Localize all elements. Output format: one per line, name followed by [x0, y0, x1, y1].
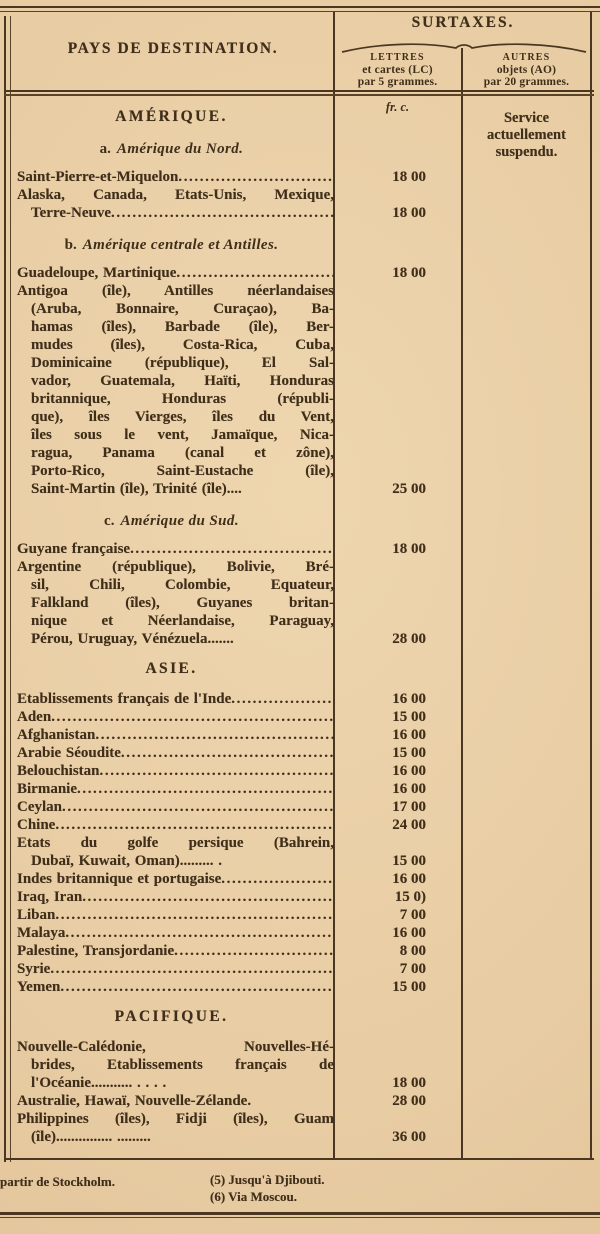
table-row — [9, 762, 462, 780]
dot-leader — [95, 726, 334, 744]
footer-rule-thick — [0, 1212, 600, 1215]
service-note-line3: suspendu. — [495, 144, 558, 160]
country-cell — [9, 558, 334, 648]
price-cell: 15 00 — [392, 745, 426, 761]
country-line: britannique, Honduras (républi- — [31, 391, 334, 407]
country-text: Belouchistan — [17, 763, 100, 779]
country-cell — [9, 978, 334, 996]
country-line: Dubaï, Kuwait, Oman)......... . — [31, 853, 222, 869]
country-line: Etats du golfe persique (Bahrein, — [17, 835, 334, 851]
lettres-line3: par 5 grammes. — [357, 76, 438, 88]
dot-leader — [100, 762, 334, 780]
country-line — [9, 708, 334, 726]
price-cell: 16 00 — [392, 925, 426, 941]
country-line — [9, 816, 334, 834]
price-cell: 15 00 — [392, 979, 426, 995]
subsection-heading — [9, 236, 334, 254]
section-heading: ASIE. — [145, 660, 198, 677]
section-heading: AMÉRIQUE. — [115, 108, 228, 125]
country-line: Australie, Hawaï, Nouvelle-Zélande. — [17, 1093, 252, 1109]
country-text: Arabie Séoudite — [17, 745, 121, 761]
price-cell: 25 00 — [392, 481, 426, 497]
price-cell: 17 00 — [392, 799, 426, 815]
country-line — [9, 762, 334, 780]
dot-leader — [221, 870, 334, 888]
table-row — [9, 798, 462, 816]
dot-leader — [174, 942, 334, 960]
country-text: Birmanie — [17, 781, 77, 797]
country-cell — [9, 1110, 334, 1146]
header-rule-thick — [4, 90, 594, 92]
top-rule-thick — [0, 6, 600, 8]
service-note-line2: actuellement — [487, 127, 566, 143]
table-row — [9, 834, 462, 870]
header-rule-thin — [4, 94, 594, 96]
country-cell — [9, 906, 334, 924]
country-cell — [9, 540, 334, 558]
table-row — [9, 708, 462, 726]
country-line — [9, 960, 334, 978]
dot-leader — [231, 690, 334, 708]
service-note-line1: Service — [503, 110, 550, 126]
country-line: îles sous le vent, Jamaïque, Nica- — [31, 427, 334, 443]
country-cell — [9, 726, 334, 744]
country-text: Guyane française — [17, 541, 131, 557]
table-row — [9, 690, 462, 708]
column-header-surtaxes: SURTAXES. — [411, 14, 515, 31]
country-cell — [9, 834, 334, 870]
lettres-line1: LETTRES — [370, 52, 425, 63]
price-cell: 15 0) — [394, 889, 426, 905]
table-row — [9, 186, 462, 222]
service-suspended-note — [462, 110, 591, 161]
price-cell: 16 00 — [392, 691, 426, 707]
dot-leader — [178, 168, 334, 186]
table-row — [9, 1110, 462, 1146]
dot-leader — [176, 264, 334, 282]
dot-leader — [82, 888, 334, 906]
price-cell: 15 00 — [392, 853, 426, 869]
country-line — [9, 204, 334, 222]
price-cell: 16 00 — [392, 727, 426, 743]
country-cell — [9, 264, 334, 282]
price-cell: 8 00 — [399, 943, 426, 959]
country-line: ragua, Panama (canal et zône), — [31, 445, 334, 461]
dot-leader — [65, 924, 334, 942]
country-cell — [9, 744, 334, 762]
price-cell: 18 00 — [392, 205, 426, 221]
price-cell: 7 00 — [399, 907, 426, 923]
country-line — [9, 780, 334, 798]
country-cell — [9, 1092, 334, 1110]
price-cell: 28 00 — [392, 631, 426, 647]
subsection-title: Amérique centrale et Antilles. — [82, 237, 279, 253]
country-line: Alaska, Canada, Etats-Unis, Mexique, — [17, 187, 334, 203]
country-line: Pérou, Uruguay, Vénézuela....... — [31, 631, 234, 647]
country-line: nique et Néerlandaise, Paraguay, — [31, 613, 334, 629]
table-row — [9, 870, 462, 888]
country-cell — [9, 708, 334, 726]
price-cell: 24 00 — [392, 817, 426, 833]
country-line: (île)............... ......... — [31, 1129, 151, 1145]
country-cell — [9, 924, 334, 942]
autres-line1: AUTRES — [502, 52, 551, 63]
country-line: Porto-Rico, Saint-Eustache (île), — [31, 463, 334, 479]
dot-leader — [77, 780, 334, 798]
dot-leader — [60, 978, 334, 996]
country-text: Syrie — [17, 961, 51, 977]
country-line — [9, 168, 334, 186]
country-line — [9, 924, 334, 942]
country-text: Iraq, Iran — [17, 889, 83, 905]
country-line — [9, 942, 334, 960]
country-line — [9, 264, 334, 282]
country-line — [9, 888, 334, 906]
country-line: vador, Guatemala, Haïti, Honduras — [31, 373, 334, 389]
country-line: Nouvelle-Calédonie, Nouvelles-Hé- — [17, 1039, 334, 1055]
country-line — [9, 690, 334, 708]
country-line — [9, 744, 334, 762]
table-row — [9, 264, 462, 282]
country-text: Malaya — [17, 925, 66, 941]
country-line: Dominicaine (république), El Sal- — [31, 355, 334, 371]
currency-unit-label: fr. c. — [385, 100, 410, 114]
table-row — [9, 744, 462, 762]
country-cell — [9, 870, 334, 888]
table-row — [9, 888, 462, 906]
dot-leader — [111, 204, 334, 222]
subsection-heading — [9, 140, 334, 158]
column-header-lettres — [335, 52, 460, 88]
footnote-6-moscou: (6) Via Moscou. — [210, 1189, 298, 1204]
country-cell — [9, 888, 334, 906]
left-border-outer — [4, 16, 6, 1162]
country-line: sil, Chili, Colombie, Equateur, — [31, 577, 334, 593]
table-row — [9, 540, 462, 558]
subsection-title: Amérique du Nord. — [116, 141, 244, 157]
table-row — [9, 816, 462, 834]
autres-line3: par 20 grammes. — [483, 76, 570, 88]
table-row — [9, 1092, 462, 1110]
price-cell: 7 00 — [399, 961, 426, 977]
price-cell: 18 00 — [392, 265, 426, 281]
country-line: Antigoa (île), Antilles néerlandaises — [17, 283, 334, 299]
country-text: Afghanistan — [17, 727, 96, 743]
country-text: Aden — [17, 709, 52, 725]
country-text: Liban — [17, 907, 56, 923]
table-row — [9, 1038, 462, 1092]
subsection-prefix: c. — [104, 513, 115, 529]
country-line: Argentine (république), Bolivie, Bré- — [17, 559, 334, 575]
country-cell — [9, 942, 334, 960]
table-row — [9, 906, 462, 924]
country-cell — [9, 780, 334, 798]
country-cell — [9, 762, 334, 780]
subsection-title: Amérique du Sud. — [120, 513, 239, 529]
country-cell — [9, 816, 334, 834]
country-line: hamas (îles), Barbade (île), Ber- — [31, 319, 334, 335]
price-cell: 18 00 — [392, 1075, 426, 1091]
dot-leader — [51, 708, 334, 726]
table-row — [9, 780, 462, 798]
country-line — [9, 726, 334, 744]
country-text: Saint-Pierre-et-Miquelon — [17, 169, 179, 185]
country-cell — [9, 282, 334, 498]
table-row — [9, 942, 462, 960]
country-line: brides, Etablissements français de — [31, 1057, 334, 1073]
dot-leader — [55, 816, 334, 834]
dot-leader — [50, 960, 334, 978]
country-cell — [9, 186, 334, 222]
country-line: mudes (îles), Costa-Rica, Cuba, — [31, 337, 334, 353]
table-row — [9, 168, 462, 186]
lettres-line2: et cartes (LC) — [362, 64, 433, 76]
country-text: Indes britannique et portugaise — [17, 871, 222, 887]
country-text: Yemen — [17, 979, 61, 995]
top-rule-thin — [0, 11, 600, 12]
footer-rule-thin — [0, 1217, 600, 1218]
country-line: Saint-Martin (île), Trinité (île).... — [31, 481, 242, 497]
table-bottom-rule — [4, 1158, 594, 1160]
price-cell: 16 00 — [392, 781, 426, 797]
autres-line2: objets (AO) — [496, 64, 557, 76]
price-cell: 18 00 — [392, 169, 426, 185]
country-line — [9, 978, 334, 996]
price-cell: 36 00 — [392, 1129, 426, 1145]
country-cell — [9, 798, 334, 816]
country-cell — [9, 1038, 334, 1092]
table-row — [9, 282, 462, 498]
price-cell: 15 00 — [392, 709, 426, 725]
country-text: Guadeloupe, Martinique — [17, 265, 177, 281]
country-line: l'Océanie........... . . . . — [31, 1075, 167, 1091]
price-cell: 16 00 — [392, 871, 426, 887]
table-row — [9, 924, 462, 942]
price-cell: 16 00 — [392, 763, 426, 779]
table-row — [9, 978, 462, 996]
country-line: (Aruba, Bonnaire, Curaçao), Ba- — [31, 301, 334, 317]
right-border — [590, 12, 592, 1160]
column-header-autres — [463, 52, 590, 88]
dot-leader — [130, 540, 334, 558]
country-line — [9, 906, 334, 924]
subsection-prefix: a. — [99, 141, 111, 157]
country-line — [9, 870, 334, 888]
country-text: Terre-Neuve — [31, 205, 111, 221]
country-line: Philippines (îles), Fidji (îles), Guam — [17, 1111, 334, 1127]
country-text: Etablissements français de l'Inde — [17, 691, 232, 707]
subsection-prefix: b. — [64, 237, 77, 253]
footnote-stockholm: partir de Stockholm. — [0, 1174, 115, 1189]
table-row — [9, 960, 462, 978]
price-cell: 18 00 — [392, 541, 426, 557]
country-line: que), îles Vierges, îles du Vent, — [31, 409, 334, 425]
country-line — [9, 540, 334, 558]
country-cell — [9, 690, 334, 708]
subsection-heading — [9, 512, 334, 530]
dot-leader — [55, 906, 334, 924]
dot-leader — [121, 744, 334, 762]
country-text: Ceylan — [17, 799, 62, 815]
table-row — [9, 726, 462, 744]
country-cell — [9, 960, 334, 978]
table-row — [9, 558, 462, 648]
rows — [9, 100, 462, 1146]
dot-leader — [62, 798, 334, 816]
country-text: Chine — [17, 817, 56, 833]
section-heading: PACIFIQUE. — [114, 1008, 229, 1025]
column-header-destination: PAYS DE DESTINATION. — [67, 40, 279, 57]
country-line: Falkland (îles), Guyanes britan- — [31, 595, 334, 611]
price-cell: 28 00 — [392, 1093, 426, 1109]
country-line — [9, 798, 334, 816]
footnote-5-djibouti: (5) Jusqu'à Djibouti. — [210, 1172, 325, 1187]
country-text: Palestine, Transjordanie — [17, 943, 175, 959]
country-cell — [9, 168, 334, 186]
